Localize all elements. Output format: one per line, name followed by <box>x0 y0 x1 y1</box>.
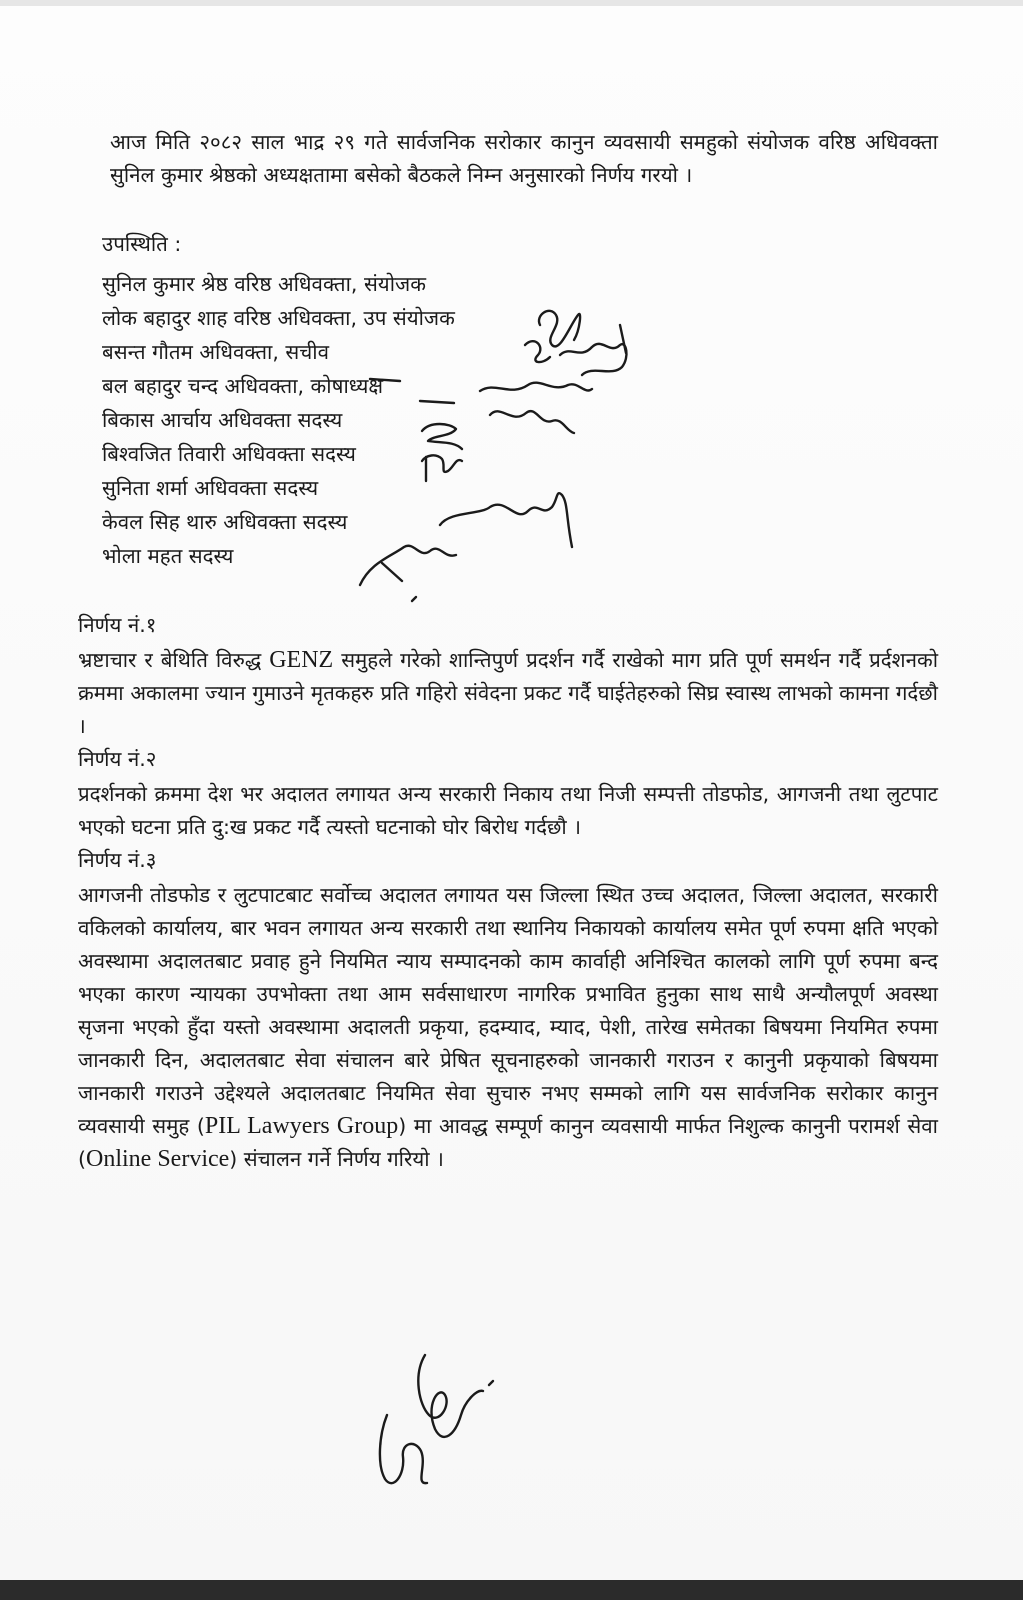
decision-1-heading: निर्णय नं.१ <box>78 613 157 637</box>
decision-3-latin-a: PIL Lawyers Group <box>204 1113 399 1139</box>
decision-1-latin: GENZ <box>269 647 334 673</box>
intro-paragraph: आज मिति २०८२ साल भाद्र २९ गते सार्वजनिक सरोकार कानुन व्यवसायी समहुको संयोजक वरिष्ठ अधिवक्ता सुनिल कुमार श्रेष्ठको अध्यक्षतामा बसेको बैठकले निम्न अनुसारको निर्णय गरयो । <box>110 130 938 187</box>
member-item: लोक बहादुर शाह वरिष्ठ अधिवक्ता, उप संयोजक <box>102 306 455 330</box>
decision-3-text <box>78 879 938 1176</box>
member-item: बसन्त गौतम अधिवक्ता, सचीव <box>102 340 329 364</box>
page-bottom-edge <box>0 1580 1023 1600</box>
member-item: सुनिल कुमार श्रेष्ठ वरिष्ठ अधिवक्ता, संयोजक <box>102 272 426 296</box>
decision-1-text-a: भ्रष्टाचार र बेथिति विरुद्ध <box>78 648 270 672</box>
member-item: बल बहादुर चन्द अधिवक्ता, कोषाध्यक्ष <box>102 374 384 398</box>
bottom-signature <box>365 1345 505 1495</box>
decision-3-text-b: ) मा आवद्ध सम्पूर्ण कानुन व्यवसायी मार्फत निशुल्क कानुनी परामर्श सेवा ( <box>78 1114 938 1171</box>
attendance-heading: उपस्थिति : <box>102 232 182 256</box>
decision-2-heading: निर्णय नं.२ <box>78 747 157 771</box>
member-signatures <box>330 285 660 615</box>
decision-2-text: प्रदर्शनको क्रममा देश भर अदालत लगायत अन्य सरकारी निकाय तथा निजी सम्पत्ती तोडफोड, आगजनी तथा लुटपाट भएको घटना प्रति दु:ख प्रकट गर्दै त्यस्तो घटनाको घोर बिरोध गर्दछौ । <box>78 782 938 839</box>
decision-3-text-a: आगजनी तोडफोड र लुटपाटबाट सर्वोच्च अदालत लगायत यस जिल्ला स्थित उच्च अदालत, जिल्ला अदालत, सरकारी वकिलको कार्यालय, बार भवन लगायत अन्य सरकारी तथा स्थानिय निकायको कार्यालय समेत पूर्ण रुपमा क्षति भएको अवस्थामा अदालतबाट प्रवाह हुने नियमित न्याय सम्पादनको काम कार्वाही अनिश्चित कालको लागि पूर्ण रुपमा बन्द भएका कारण न्यायका उपभोक्ता तथा आम सर्वसाधारण नागरिक प्रभावित हुनुका साथ साथै अन्यौलपूर्ण अवस्था सृजना भएको हुँदा यस्तो अवस्थामा अदालती प्रकृया, हदम्याद, म्याद, पेशी, तारेख समेतका बिषयमा नियमित रुपमा जानकारी दिन, अदालतबाट सेवा संचालन बारे प्रेषित सूचनाहरुको जानकारी गराउन र कानुनी प्रकृयाको बिषयमा जानकारी गराउने उद्देश्यले अदालतबाट नियमित सेवा सुचारु नभए सम्मको लागि यस सार्वजनिक सरोकार कानुन व्यवसायी समुह ( <box>78 883 938 1138</box>
member-item: सुनिता शर्मा अधिवक्ता सदस्य <box>102 476 319 500</box>
decision-3-heading: निर्णय नं.३ <box>78 848 157 872</box>
page-top-edge <box>0 0 1023 6</box>
member-item: भोला महत सदस्य <box>102 544 234 568</box>
document-body <box>78 126 938 1176</box>
decision-1-text-b: समुहले गरेको शान्तिपुर्ण प्रदर्शन गर्दै राखेको माग प्रति पूर्ण समर्थन गर्दै प्रर्दशनको क्रममा अकालमा ज्यान गुमाउने मृतकहरु प्रति गहिरो संवेदना प्रकट गर्दै घाईतेहरुको सिघ्र स्वास्थ लाभको कामना गर्दछौ । <box>78 648 938 738</box>
decision-3-text-c: ) संचालन गर्ने निर्णय गरियो । <box>229 1147 444 1171</box>
member-item: केवल सिह थारु अधिवक्ता सदस्य <box>102 510 348 534</box>
member-item: बिकास आर्चाय अधिवक्ता सदस्य <box>102 408 343 432</box>
decision-3-latin-b: Online Service <box>86 1146 230 1172</box>
member-item: बिश्वजित तिवारी अधिवक्ता सदस्य <box>102 442 356 466</box>
decision-1-text <box>78 644 938 743</box>
